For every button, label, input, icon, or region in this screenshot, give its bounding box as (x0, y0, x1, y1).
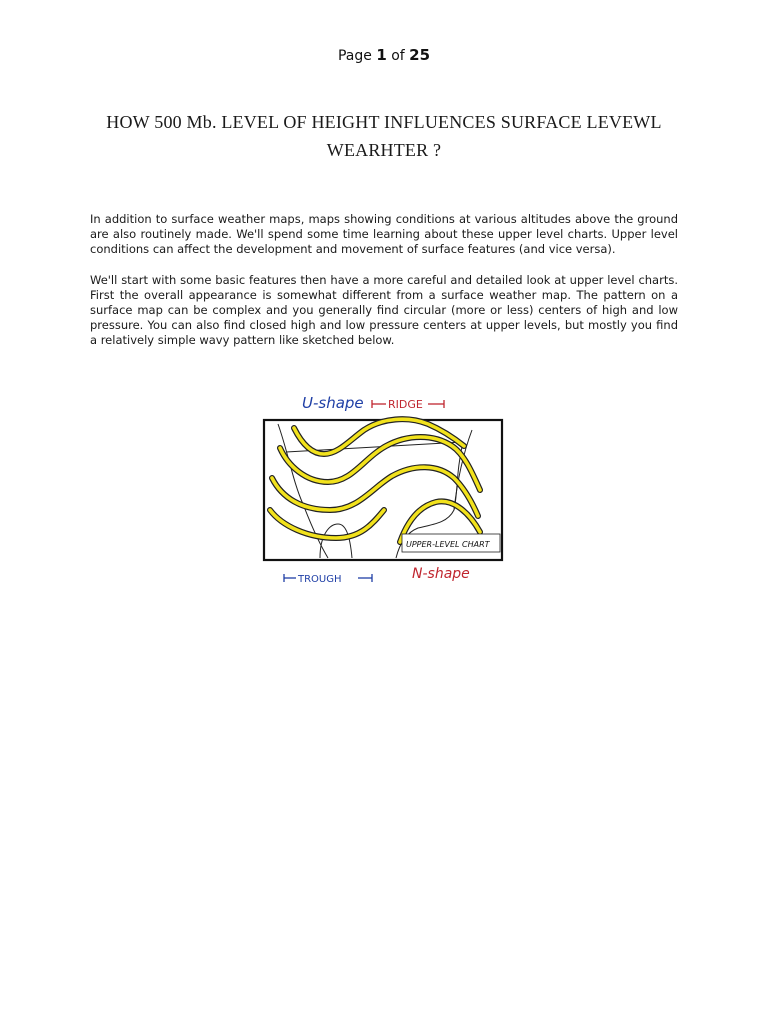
paragraph-intro: In addition to surface weather maps, maps showing conditions at various altitudes above the ground are also routinely made. We'll spend some time learning about these upper level charts. Upper level conditions can affect the development and movement of surface features (and vice versa). (90, 212, 678, 256)
ridge-label: RIDGE (388, 398, 423, 411)
trough-label: TROUGH (298, 574, 342, 585)
page-indicator (0, 46, 768, 64)
page-total: 25 (409, 46, 431, 64)
document-title: HOW 500 Mb. LEVEL OF HEIGHT INFLUENCES SURFACE LEVEWL WEARHTER ? (106, 112, 662, 160)
u-shape-label: U-shape (302, 394, 364, 412)
sketch-svg (258, 382, 514, 602)
page-separator: of (391, 48, 405, 64)
n-shape-label: N-shape (412, 566, 470, 582)
page-current: 1 (376, 46, 387, 64)
upper-level-chart-sketch (258, 382, 514, 602)
height-contours (270, 419, 480, 542)
paragraph-features: We'll start with some basic features then have a more careful and detailed look at upper level charts. First the overall appearance is somewhat different from a surface weather map. The pattern on a surface map can be complex and you generally find circular (more or less) centers of high and low pressure. You can also find closed high and low pressure centers at upper levels, but mostly you find a relatively simple wavy pattern like sketched below. (90, 273, 678, 347)
chart-label: UPPER-LEVEL CHART (406, 540, 490, 549)
page-prefix: Page (337, 48, 372, 64)
